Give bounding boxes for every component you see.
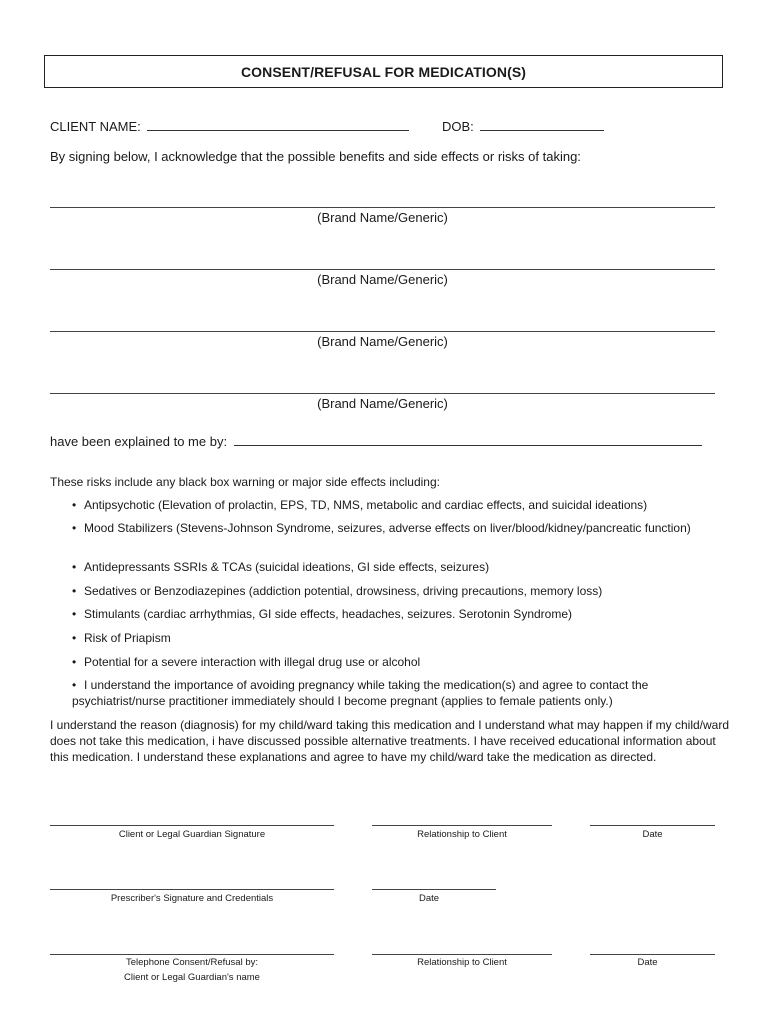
medication-line-1[interactable] (50, 207, 715, 208)
date-caption-3: Date (637, 957, 658, 968)
prescriber-signature-line[interactable] (50, 889, 334, 890)
dob-row (442, 118, 604, 134)
risks-intro: These risks include any black box warning or major side effects including: (50, 475, 440, 489)
risk-item: • Antipsychotic (Elevation of prolactin, EPS, TD, NMS, metabolic and cardiac effects, and suicidal ideations) (72, 498, 648, 512)
acknowledge-text: By signing below, I acknowledge that the possible benefits and side effects or risks of taking: (50, 149, 581, 164)
explained-by-label: have been explained to me by: (50, 434, 228, 449)
medication-line-4[interactable] (50, 393, 715, 394)
risk-item: • Sedatives or Benzodiazepines (addiction potential, drowsiness, driving precautions, memory loss) (72, 584, 603, 598)
medication-line-2[interactable] (50, 269, 715, 270)
relationship-caption-1: Relationship to Client (417, 829, 507, 840)
date-line-2[interactable] (372, 889, 496, 890)
medication-line-3[interactable] (50, 331, 715, 332)
medication-caption-4: (Brand Name/Generic) (317, 396, 448, 411)
date-caption-1: Date (642, 829, 663, 840)
form-title: CONSENT/REFUSAL FOR MEDICATION(S) (240, 63, 527, 80)
risk-item: • I understand the importance of avoiding pregnancy while taking the medication(s) and agree to contact the psychiatrist/nurse practitioner immediately should I become pregnant (applies to female patients only.) (72, 678, 649, 708)
explained-by-row (50, 433, 702, 449)
prescriber-signature-caption: Prescriber's Signature and Credentials (110, 893, 274, 904)
relationship-line-1[interactable] (372, 825, 552, 826)
risk-item: • Risk of Priapism (72, 631, 171, 645)
client-name-label: CLIENT NAME: (50, 119, 141, 134)
risk-item: • Potential for a severe interaction with illegal drug use or alcohol (72, 655, 421, 669)
telephone-consent-caption-2: Client or Legal Guardian's name (124, 972, 260, 983)
dob-label: DOB: (442, 119, 474, 134)
risk-item: • Antidepressants SSRIs & TCAs (suicidal ideations, GI side effects, seizures) (72, 560, 490, 574)
dob-field[interactable] (480, 118, 604, 131)
telephone-consent-caption-1: Telephone Consent/Refusal by: (125, 957, 259, 968)
medication-caption-3: (Brand Name/Generic) (317, 334, 448, 349)
risk-item: • Mood Stabilizers (Stevens-Johnson Syndrome, seizures, adverse effects on liver/blood/kidney/pancreatic function) (72, 521, 691, 535)
medication-caption-2: (Brand Name/Generic) (317, 272, 448, 287)
title-box (44, 55, 723, 88)
date-caption-2: Date (418, 893, 440, 904)
relationship-caption-2: Relationship to Client (417, 957, 507, 968)
guardian-signature-caption: Client or Legal Guardian Signature (118, 829, 266, 840)
date-line-1[interactable] (590, 825, 715, 826)
client-name-row (50, 118, 409, 134)
medication-caption-1: (Brand Name/Generic) (317, 210, 448, 225)
client-name-field[interactable] (147, 118, 409, 131)
explained-by-field[interactable] (234, 433, 702, 446)
understanding-paragraph: I understand the reason (diagnosis) for my child/ward taking this medication and I understand what may happen if my child/ward does not take this medication, i have discussed possible alternative treatments. I have received educational information about this medication. I understand these explanations and agree to have my child/ward take the medication as directed. (50, 718, 730, 764)
risk-item: • Stimulants (cardiac arrhythmias, GI side effects, headaches, seizures. Serotonin Syndrome) (72, 607, 572, 621)
guardian-signature-line[interactable] (50, 825, 334, 826)
